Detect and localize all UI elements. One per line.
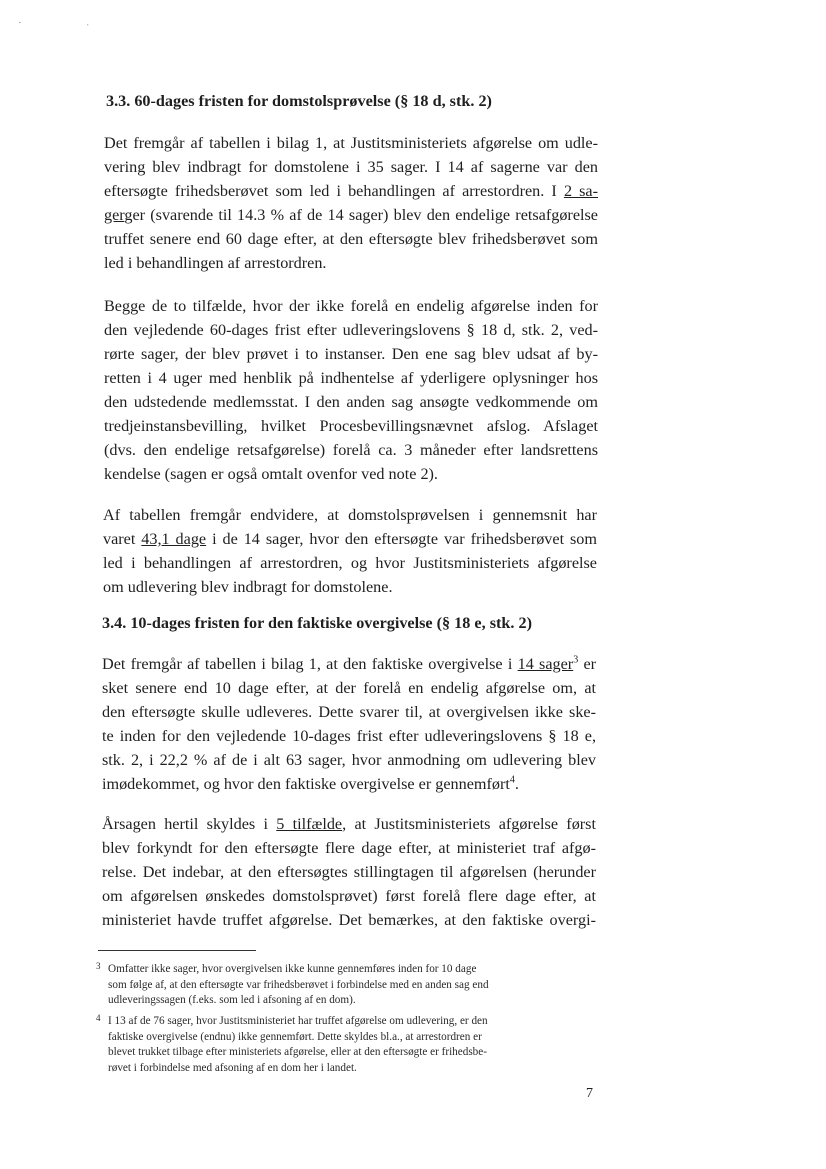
text-line: blev forkyndt for den eftersøgte flere dage efter, at ministeriet traf afgø- [102,839,596,857]
footnote-line: røvet i forbindelse med afsoning af en dom her i landet. [108,1061,357,1074]
text-line: sket senere end 10 dage efter, at der forelå en endelig afgørelse om, at [102,679,596,697]
text-line: truffet senere end 60 dage efter, at den eftersøgte blev frihedsberøvet som [104,230,598,248]
footnote-line: blevet trukket tilbage efter ministeriets afgørelse, eller at den eftersøgte er frihedsbe- [108,1046,487,1058]
text-line: kendelse (sagen er også omtalt ovenfor ved note 2). [104,465,438,483]
text-line: gerger (svarende til 14.3 % af de 14 sager) blev den endelige retsafgørelse [104,206,598,224]
footnote-ref-4: 4 [509,774,515,786]
text-line: rørte sager, der blev prøvet i to instanser. Den ene sag blev udsat af by- [104,345,598,363]
text-line: (dvs. den endelige retsafgørelse) forelå ca. 3 måneder efter landsrettens [104,441,598,459]
text-line: tredjeinstansbevilling, hvilket Procesbevillingsnævnet afslog. Afslaget [104,417,598,435]
text-line: ministeriet havde truffet afgørelse. Det bemærkes, at den faktiske overgi- [102,911,596,929]
section-3-4-paragraph-2 [102,812,596,932]
footnote-ref-3: 3 [573,654,579,666]
footnote-4 [96,1014,596,1076]
section-3-3-paragraph-1 [104,131,598,275]
section-3-3-paragraph-2 [104,294,598,486]
section-3-4-heading: 3.4. 10-dages fristen for den faktiske overgivelse (§ 18 e, stk. 2) [102,614,532,632]
footnote-line: udleveringssagen (f.eks. som led i afsoning af en dom). [108,994,356,1006]
text-line: relse. Det indebar, at den eftersøgtes stillingtagen til afgørelsen (herunder [102,863,596,881]
text-line: stk. 2, i 22,2 % af de i alt 63 sager, hvor anmodning om udlevering blev [102,751,596,769]
section-3-3-paragraph-3 [103,503,597,599]
text-line: vering blev indbragt for domstolene i 35 sager. I 14 af sagerne var den [104,158,598,176]
underlined-duration: 43,1 dage [141,530,207,548]
footnote-line: som følge af, at den eftersøgte var frihedsberøvet i forbindelse med en anden sag end [108,978,489,991]
text-line: imødekommet, og hvor den faktiske overgivelse er gennemført$^4$. [102,774,519,793]
text-line: led i behandlingen af arrestordren, og hvor Justitsministeriets afgørelse [103,554,597,572]
text-line: den vejledende 60-dages frist efter udleveringslovens § 18 d, stk. 2, ved- [104,321,598,339]
underlined-count: 14 sager [517,655,574,673]
text-line: eftersøgte frihedsberøvet som led i behandlingen af arrestordren. I 2 sa- [104,182,599,200]
text-line: den eftersøgte skulle udleveres. Dette svarer til, at overgivelsen ikke ske- [102,703,596,721]
footnote-line: I 13 af de 76 sager, hvor Justitsministeriet har truffet afgørelse om udlevering, er den [108,1015,488,1027]
text-line: te inden for den vejledende 10-dages frist efter udleveringslovens § 18 e, [102,727,596,745]
underlined-count: 2 sa- [563,182,599,200]
text-line: Begge de to tilfælde, hvor der ikke forelå en endelig afgørelse inden for [104,297,598,315]
footnote-3 [96,962,596,1009]
text-line: retten i 4 uger med henblik på indhentelse af yderligere oplysninger hos [104,369,598,387]
section-3-3-heading: 3.3. 60-dages fristen for domstolsprøvelse (§ 18 d, stk. 2) [106,92,492,110]
underlined-count: 5 tilfælde [276,815,343,833]
page-number: 7 [586,1086,593,1101]
text-line: Årsagen hertil skyldes i 5 tilfælde, at Justitsministeriets afgørelse først [102,815,596,833]
text-line: Det fremgår af tabellen i bilag 1, at den faktiske overgivelse i 14 sager$^3$ er [102,654,597,673]
footnote-mark: 4 [96,1013,101,1023]
text-line: Det fremgår af tabellen i bilag 1, at Justitsministeriets afgørelse om udle- [104,134,598,152]
text-line: om udlevering blev indbragt for domstolene. [103,578,393,596]
text-line: varet 43,1 dage i de 14 sager, hvor den eftersøgte var frihedsberøvet som [103,530,597,548]
text-line: om afgørelsen ønskedes domstolsprøvet) først forelå flere dage efter, at [102,887,596,905]
text-line: Af tabellen fremgår endvidere, at domstolsprøvelsen i gennemsnit har [103,506,597,524]
footnote-line: Omfatter ikke sager, hvor overgivelsen ikke kunne gennemføres inden for 10 dage [108,963,477,975]
underlined-count-cont: ger [104,206,125,224]
text-line: den udstedende medlemsstat. I den anden sag ansøgte vedkommende om [104,393,598,411]
section-3-4-paragraph-1 [102,652,596,796]
text-line: led i behandlingen af arrestordren. [104,254,327,272]
footnote-mark: 3 [96,961,101,971]
footnote-separator [98,950,256,951]
footnote-line: faktiske overgivelse (endnu) ikke gennemført. Dette skyldes bl.a., at arrestordren er [108,1030,482,1043]
